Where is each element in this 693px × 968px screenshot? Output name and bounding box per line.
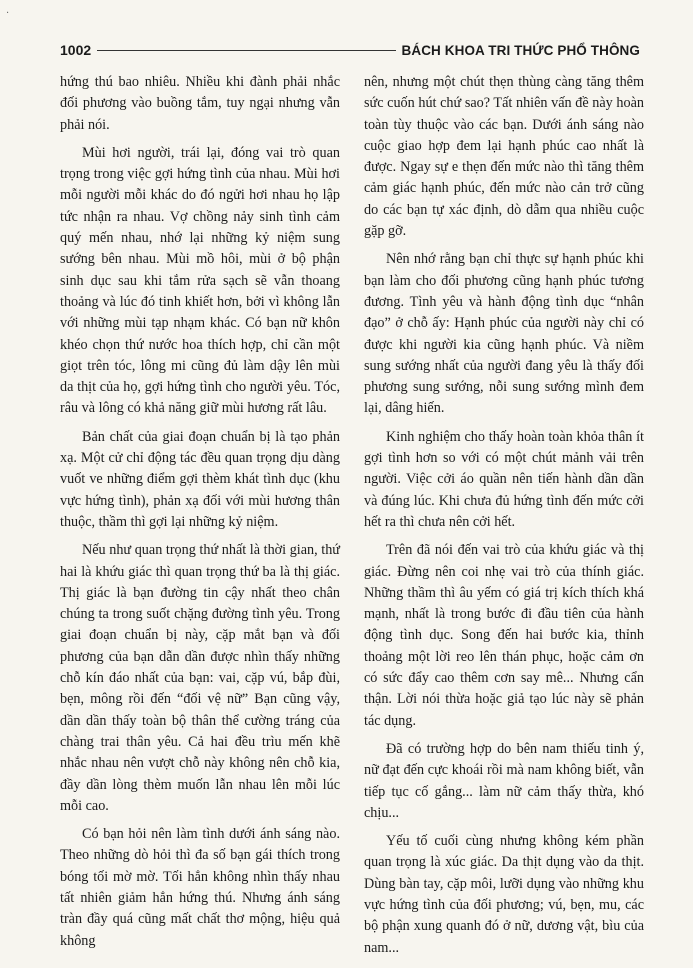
- paragraph: hứng thú bao nhiêu. Nhiều khi đành phải nhắc đối phương vào buồng tắm, tuy ngại nhưng vẫn phải nói.: [60, 74, 340, 133]
- page-header: [60, 38, 640, 62]
- running-title: BÁCH KHOA TRI THỨC PHỔ THÔNG: [401, 42, 640, 58]
- paragraph: Trên đã nói đến vai trò của khứu giác và thị giác. Đừng nên coi nhẹ vai trò của thính giác. Những thầm thì âu yếm có giá trị kích thích khá mạnh, nhất là trong bước đi đầu tiên của hành động tình dục. Song đến hai bước kia, thỉnh thoảng một lời reo lên thán phục, hoặc cảm ơn có sức đẩy cao thêm cơn say mê... Nhưng cẩn thận. Lời nói thừa hoặc giả tạo lúc này sẽ phản tác dụng.: [364, 542, 644, 729]
- paragraph: Mùi hơi người, trái lại, đóng vai trò quan trọng trong việc gợi hứng tình của nhau. Mùi hơi mỗi người mỗi khác do đó ngửi hơi nhau họ lập tức nhận ra nhau. Vợ chồng nảy sinh tình cảm quý mến nhau, nhớ lại những kỷ niệm sung sướng bên nhau. Mùi mồ hôi, mùi ở bộ phận sinh dục sau khi tắm rửa sạch sẽ vẫn thoang thoảng và lúc đó tinh khiết hơn, bởi vì không lẫn với những mùi tạp nhạm khác. Có bạn nữ khôn khéo chọn thứ nước hoa thích hợp, chỉ cần một giọt trên tóc, lông mi cũng đủ làm dậy lên mùi da thịt của họ, gợi hứng tình cho người yêu. Tóc, râu và lông có khả năng giữ mùi hương rất lâu.: [60, 144, 340, 417]
- corner-mark: ·: [6, 8, 10, 19]
- header-rule: [97, 50, 395, 51]
- page-number: 1002: [60, 42, 92, 58]
- paragraph: Đã có trường hợp do bên nam thiếu tinh ý, nữ đạt đến cực khoái rồi mà nam không biết, vẫn tiếp tục cố gắng... làm nữ cảm thấy thừa, khó chịu...: [364, 740, 644, 821]
- paragraph: Bản chất của giai đoạn chuẩn bị là tạo phản xạ. Một cử chỉ động tác đều quan trọng dịu dàng vuốt ve những điểm gợi thèm khát tình dục (khu vực hứng tình), phản xạ đối với mùi hương thân thuộc, thầm thì gợi lại những kỷ niệm.: [60, 428, 340, 530]
- paragraph: Có bạn hỏi nên làm tình dưới ánh sáng nào. Theo những dò hỏi thì đa số bạn gái thích trong bóng tối mờ mờ. Tối hẳn không nhìn thấy nhau tất nhiên giảm hẳn hứng thú. Nhưng ánh sáng tràn đầy quá cũng mất chất thơ mộng, hiệu quả không: [60, 826, 340, 949]
- right-column: [364, 72, 644, 966]
- left-column: [60, 72, 340, 959]
- paragraph: Yếu tố cuối cùng nhưng không kém phần quan trọng là xúc giác. Da thịt dụng vào da thịt. Dùng bàn tay, cặp môi, lưỡi dụng vào những khu vực hứng tình của đối phương; vú, bẹn, mu, các bộ phận xung quanh đó ở nữ, dương vật, bìu của nam...: [364, 833, 644, 956]
- paragraph: Nên nhớ rằng bạn chỉ thực sự hạnh phúc khi bạn làm cho đối phương cũng hạnh phúc tương đương. Tình yêu và hành động tình dục “nhân đạo” ở chỗ ấy: Hạnh phúc của người này chỉ có được khi người kia cũng hạnh phúc. Và niềm sung sướng nhất của người đang yêu là thấy đối phương sung sướng, nỗi sung sướng mình đem lại, dâng hiến.: [364, 251, 644, 417]
- paragraph: Nếu như quan trọng thứ nhất là thời gian, thứ hai là khứu giác thì quan trọng thứ ba là thị giác. Thị giác là bạn đường tin cậy nhất theo chân chúng ta trong suốt chặng đường tình yêu. Trong giai đoạn chuẩn bị này, cặp mắt bạn và đối phương của bạn dẫn dần được nhìn thấy những chỗ kín đáo nhất của bạn: vai, cặp vú, bắp đùi, bẹn, mông rồi đến “đối vệ nữ” Bạn cũng vậy, dần dần thấy toàn bộ thân thể cường tráng của chàng trai thân yêu. Cả hai đều trìu mến khẽ nhắc nhau nên vượt chỗ này không nên chỗ kia, đầy dần lòng thèm muốn lẫn nhau lên mỗi lúc mỗi cao.: [60, 542, 340, 814]
- paragraph: nên, nhưng một chút thẹn thùng càng tăng thêm sức cuốn hút chứ sao? Tất nhiên vấn đề này hoàn toàn tùy thuộc vào các bạn. Dưới ánh sáng nào cuộc giao hợp đem lại hạnh phúc cao nhất là được. Ngay sự e thẹn đến mức nào thì tăng thêm cảm giác hạnh phúc, đến mức nào cản trở cũng do các bạn tự xác định, dò dẫm qua nhiều cuộc gặp gỡ.: [364, 74, 644, 240]
- paragraph: Kinh nghiệm cho thấy hoàn toàn khỏa thân ít gợi tình hơn so với có một chút mảnh vải trên người. Việc cởi áo quần nên tiến hành dần dần và đúng lúc. Khi chưa đủ hứng tình đến mức cởi hết ra thì chưa nên cởi hết.: [364, 428, 644, 530]
